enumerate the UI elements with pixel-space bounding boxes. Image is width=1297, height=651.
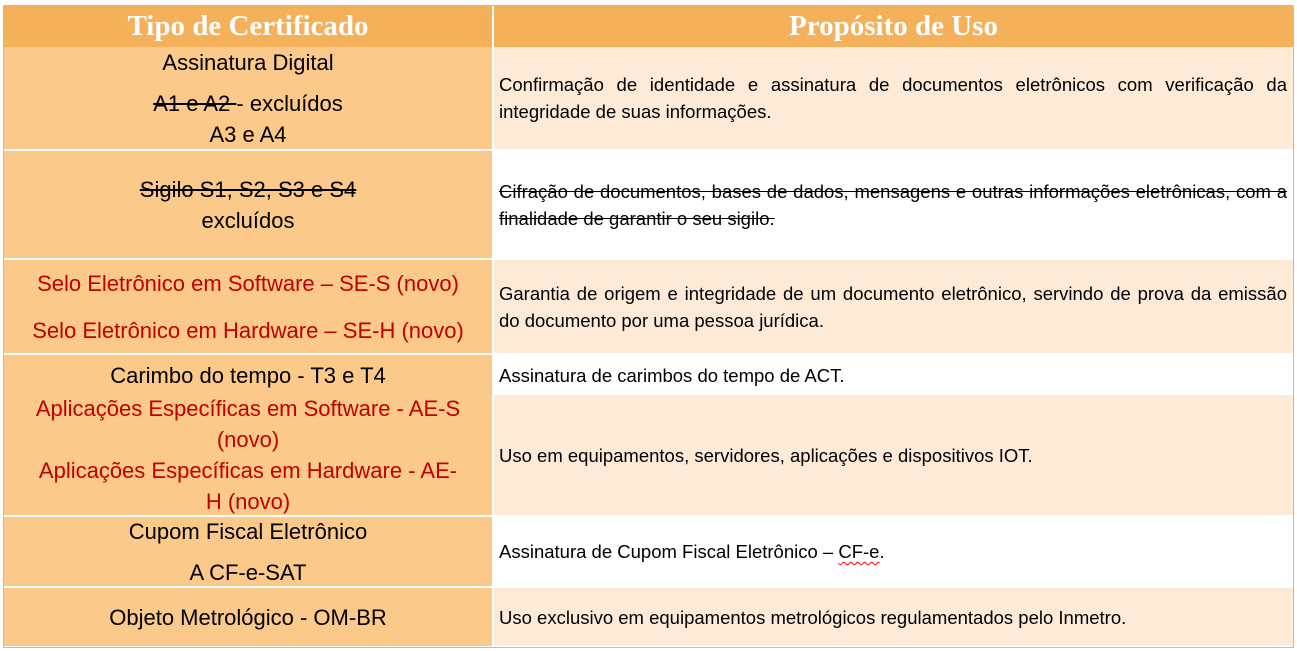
row-6-type-line-1: Cupom Fiscal Eletrônico (128, 518, 368, 544)
row-2-type-cell (4, 151, 492, 258)
row-2-type-line-1: Sigilo S1, S2, S3 e S4 (139, 176, 357, 202)
row-6-type-line-2: A CF-e-SAT (189, 559, 307, 585)
row-5-type-line-1: Aplicações Específicas em Software - AE-S (35, 396, 461, 421)
row-4-purpose: Assinatura de carimbos do tempo de ACT. (499, 364, 845, 386)
row-1-type-line-1: Assinatura Digital (162, 49, 334, 75)
row-3-purpose: Garantia de origem e integridade de um documento eletrônico, servindo de prova da emissão do documento por uma pessoa jurídica. (499, 282, 1287, 331)
row-4-type-line-1: Carimbo do tempo - T3 e T4 (110, 362, 386, 388)
row-5-type-cell (4, 395, 492, 515)
row-3-type-cell (4, 260, 492, 353)
row-3-type-line-2: Selo Eletrônico em Hardware – SE-H (novo) (32, 317, 464, 343)
row-5-type-line-3: Aplicações Específicas em Hardware - AE- (38, 458, 458, 483)
row-2-type-line-2: excluídos (201, 207, 295, 233)
row-7-type-cell (4, 588, 492, 646)
row-6-purpose-cfe: CF-e (838, 541, 880, 562)
row-1-type-line-2 (153, 88, 343, 119)
row-7-type-line-1: Objeto Metrológico - OM-BR (109, 604, 387, 630)
row-1-type-cell (4, 47, 492, 149)
row-5-purpose-cell (494, 395, 1293, 515)
row-6-type-cell (4, 517, 492, 586)
row-2-purpose: Cifração de documentos, bases de dados, mensagens e outras informações eletrônicas, com a finalidade de garantir o seu sigilo. (499, 180, 1287, 229)
row-1-purpose-cell (494, 47, 1293, 149)
row-6-purpose-part-1: Assinatura de Cupom Fiscal Eletrônico – (499, 541, 839, 562)
row-1-purpose: Confirmação de identidade e assinatura de documentos eletrônicos com verificação da integridade de suas informações. (499, 74, 1287, 122)
row-3-purpose-cell (494, 260, 1293, 353)
row-6-purpose (499, 538, 885, 565)
header-proposito-de-uso: Propósito de Uso (494, 6, 1293, 47)
row-5-type-line-2: (novo) (216, 427, 280, 452)
row-5-type-line-4: H (novo) (205, 489, 291, 514)
row-5-purpose: Uso em equipamentos, servidores, aplicações e dispositivos IOT. (499, 444, 1033, 466)
row-6-purpose-cell (494, 517, 1293, 586)
row-4-purpose-cell (494, 355, 1293, 395)
row-4-type-cell (4, 355, 492, 395)
row-7-purpose-cell (494, 588, 1293, 646)
row-1-type-line-3: A3 e A4 (209, 121, 287, 147)
row-1-type-excluded: - excluídos (236, 90, 343, 116)
row-1-type-struck: A1 e A2 (153, 90, 237, 116)
row-7-purpose: Uso exclusivo em equipamentos metrológicos regulamentados pelo Inmetro. (499, 606, 1127, 628)
row-2-purpose-cell (494, 151, 1293, 258)
row-6-purpose-part-3: . (879, 541, 885, 562)
header-tipo-de-certificado: Tipo de Certificado (4, 6, 492, 47)
row-3-type-line-1: Selo Eletrônico em Software – SE-S (novo) (37, 270, 459, 296)
